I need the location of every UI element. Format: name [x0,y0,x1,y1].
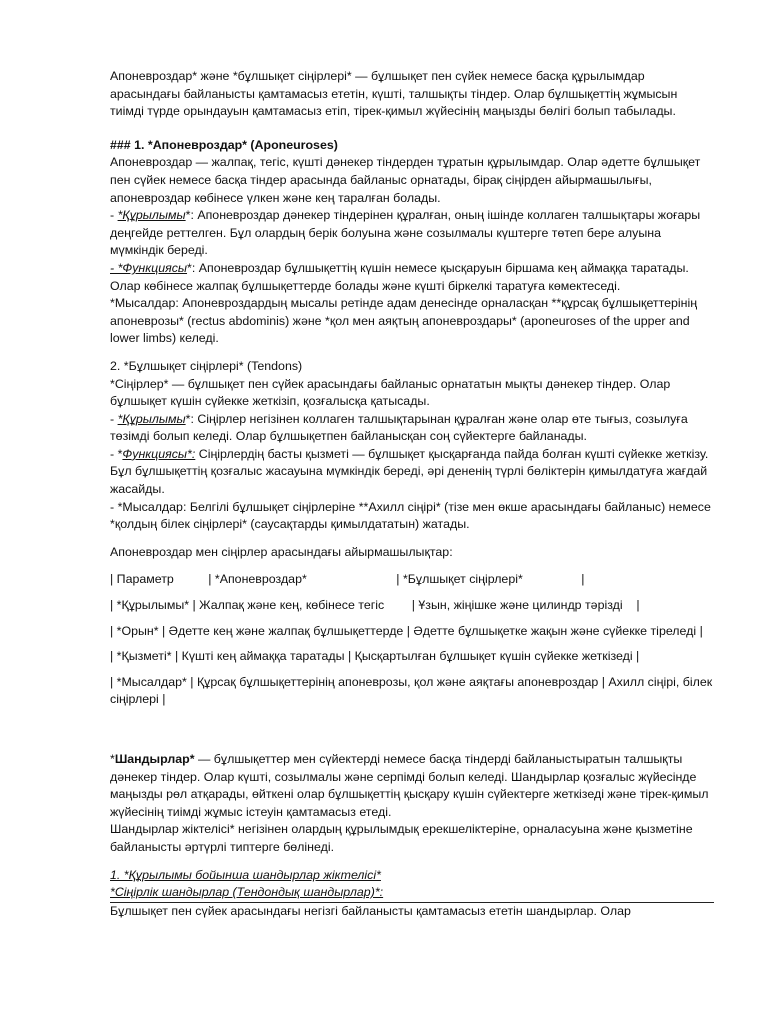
aponeuroses-examples: *Мысалдар: Апоневроздардың мысалы ретінде адам денесінде орналасқан **құрсақ бұлшықеттерінің апоневрозы* (rectus abdominis) және *қол мен аяқтың апоневроздары* (aponeuroses of the upper and lower limbs) келеді. [110,296,698,346]
structure-label: *Құрылымы [117,411,186,426]
differences-intro: Апоневроздар мен сіңірлер арасындағы айырмашылықтар: [110,544,453,559]
structure-text: *: Сіңірлер негізінен коллаген талшықтарынан құралған және олар өте тығыз, созылуға төзімді болып келеді. Олар бұлшықетпен байланысқан соң сүйектерге байланады. [110,411,688,444]
document-page [110,68,714,920]
ligaments-paragraph [110,751,714,821]
differences-row: | *Қызметі* | Күшті кең аймаққа таратады | Қысқартылған бұлшықет күшін сүйекке жеткізеді | [110,649,640,664]
ligaments-lead-open: * [110,752,115,766]
aponeuroses-function [110,260,714,295]
function-label: Функциясы*: [122,446,196,461]
tendons-function [110,446,714,499]
intro-paragraph: Апоневроздар* және *бұлшықет сіңірлері* — бұлшықет пен сүйек немесе басқа құрылымдар арасындағы байланысты қамтамасыз ететін, күшті, талшықты тіндер. Олар бұлшықеттің жұмысын тиімді түрде орындауын қамтамасыз етіп, тірек-қимыл жүйесінің маңызды бөлігі болып табылады. [110,69,678,119]
aponeuroses-description: Апоневроздар — жалпақ, тегіс, күшті дәнекер тіндерден тұратын құрылымдар. Олар әдетте бұлшықет пен сүйек немесе басқа тіндер арасында байланыс орнатады, бірақ сіңірден айырмашылығы, апоневроздар көбінесе үлкен және кең таралған болады. [110,155,701,205]
tendons-structure [110,411,714,446]
function-prefix: - * [110,446,123,461]
tendinous-ligaments-subheading: *Сіңірлік шандырлар (Тендондық шандырлар)*: [110,884,714,903]
function-text: Сіңірлердің басты қызметі — бұлшықет қысқарғанда пайда болған күшті сүйекке жеткізу. Бұл бұлшықеттің қозғалыс жасауына мүмкіндік береді, әрі дененің түрлі бөліктерін қимылдатуға жағдай жасайды. [110,446,709,497]
ligaments-text: — бұлшықеттер мен сүйектерді немесе басқа тіндерді байланыстыратын талшықты дәнекер тіндер. Олар күшті, созылмалы және серпімді болып келеді. Шандырлар қозғалыс жүйесінде маңызды рөл атқарады, өйткені олар бұлшықеттің қысқару күшін сүйектерге жеткізеді және тірек-қимыл жүйесінің тиімді жұмыс істеуін қамтамасыз етеді. [110,752,709,819]
function-label: - *Функциясы [110,260,188,275]
structure-prefix: - [110,411,118,426]
structure-text: *: Апоневроздар дәнекер тіндерінен құралған, оның ішінде коллаген талшықтары жоғары деңгейде реттелген. Бұл олардың берік болуына және созылмалы күштерге төтеп бере алуына мүмкіндік береді. [110,208,701,258]
differences-row: | *Құрылымы* | Жалпақ және кең, көбінесе тегіс | Ұзын, жіңішке және цилиндр тәрізді | [110,598,640,613]
tendons-description: *Сіңірлер* — бұлшықет пен сүйек арасындағы байланыс орнататын мықты дәнекер тіндер. Олар бұлшықет күшін сүйекке жеткізіп, қозғалысқа қатысады. [110,376,671,409]
differences-row: | Параметр | *Апоневроздар* | *Бұлшықет сіңірлері* | [110,572,585,587]
structure-prefix: - [110,208,118,223]
aponeuroses-heading: ### 1. *Апоневроздар* (Aponeuroses) [110,137,338,152]
classification-subheading: 1. *Құрылымы бойынша шандырлар жіктелісі* [110,867,381,882]
tendons-examples: - *Мысалдар: Белгілі бұлшықет сіңірлеріне **Ахилл сіңірі* (тізе мен өкше арасындағы байланыс) немесе *қолдың білек сіңірлері* (саусақтарды қимылдататын) жатады. [110,499,711,532]
ligaments-lead-term: Шандырлар* [114,752,195,766]
structure-label: *Құрылымы [117,208,186,223]
differences-row: | *Орын* | Әдетте кең және жалпақ бұлшықеттерде | Әдетте бұлшықетке жақын және сүйекке тіреледі | [110,623,703,638]
ligaments-last-line: Бұлшықет пен сүйек арасындағы негізгі байланысты қамтамасыз ететін шандырлар. Олар [110,903,631,918]
tendons-heading: 2. *Бұлшықет сіңірлері* (Tendons) [110,358,303,373]
differences-row: | *Мысалдар* | Құрсақ бұлшықеттерінің апоневрозы, қол және аяқтағы апоневроздар | Ахилл сіңірі, білек сіңірлері | [110,674,713,707]
ligaments-classification: Шандырлар жіктелісі* негізінен олардың құрылымдық ерекшеліктеріне, орналасуына және қызметіне байланысты әртүрлі типтерге бөлінеді. [110,822,693,854]
function-text: *: Апоневроздар бұлшықеттің күшін немесе қысқаруын біршама кең аймаққа таратады. Олар көбінесе жалпақ бұлшықеттерде болады және күшті біркелкі таратуға көмектеседі. [110,260,689,293]
aponeuroses-structure [110,207,714,260]
